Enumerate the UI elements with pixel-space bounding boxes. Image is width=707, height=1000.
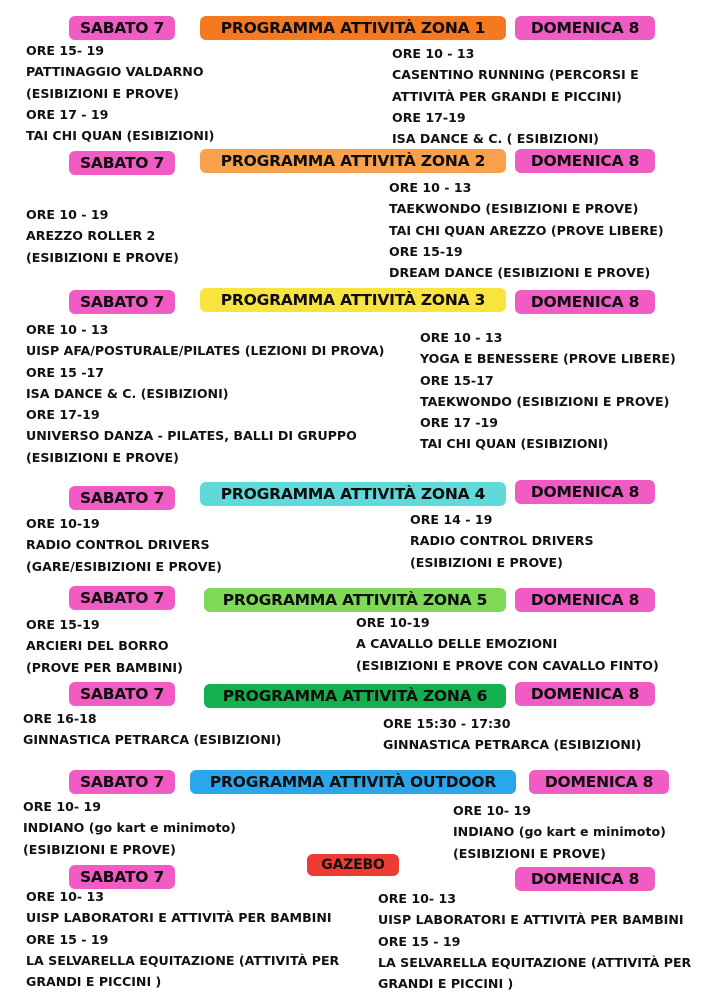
zone-4-sunday-schedule: ORE 14 - 19 RADIO CONTROL DRIVERS (ESIBIZIONI E PROVE) (410, 512, 594, 570)
saturday-badge: SABATO 7 (69, 486, 175, 510)
saturday-badge: SABATO 7 (69, 586, 175, 610)
gazebo-sunday-schedule: ORE 10- 13 UISP LABORATORI E ATTIVITÀ PER BAMBINI ORE 15 - 19 LA SELVARELLA EQUITAZIONE (ATTIVITÀ PER GRANDI E PICCINI ) (378, 891, 692, 992)
gazebo-saturday-schedule: ORE 10- 13 UISP LABORATORI E ATTIVITÀ PER BAMBINI ORE 15 - 19 LA SELVARELLA EQUITAZIONE (ATTIVITÀ PER GRANDI E PICCINI ) (26, 889, 340, 990)
zone-3-title: PROGRAMMA ATTIVITÀ ZONA 3 (200, 288, 506, 312)
zone-3-saturday-schedule: ORE 10 - 13 UISP AFA/POSTURALE/PILATES (LEZIONI DI PROVA) ORE 15 -17 ISA DANCE & C. (ESIBIZIONI) ORE 17-19 UNIVERSO DANZA - PILATES, BALLI DI GRUPPO (ESIBIZIONI E PROVE) (26, 322, 385, 465)
sunday-badge: DOMENICA 8 (529, 770, 669, 794)
outdoor-title: PROGRAMMA ATTIVITÀ OUTDOOR (190, 770, 516, 794)
saturday-badge: SABATO 7 (69, 682, 175, 706)
saturday-badge: SABATO 7 (69, 290, 175, 314)
sunday-badge: DOMENICA 8 (515, 290, 655, 314)
zone-2-saturday-schedule: ORE 10 - 19 AREZZO ROLLER 2 (ESIBIZIONI E PROVE) (26, 207, 179, 265)
zone-4-saturday-schedule: ORE 10-19 RADIO CONTROL DRIVERS (GARE/ESIBIZIONI E PROVE) (26, 516, 222, 574)
sunday-badge: DOMENICA 8 (515, 16, 655, 40)
zone-6-sunday-schedule: ORE 15:30 - 17:30 GINNASTICA PETRARCA (ESIBIZIONI) (383, 716, 642, 753)
zone-6-title: PROGRAMMA ATTIVITÀ ZONA 6 (204, 684, 506, 708)
sunday-badge: DOMENICA 8 (515, 480, 655, 504)
zone-1-saturday-schedule: ORE 15- 19 PATTINAGGIO VALDARNO (ESIBIZIONI E PROVE) ORE 17 - 19 TAI CHI QUAN (ESIBIZIONI) (26, 43, 215, 144)
zone-1-title: PROGRAMMA ATTIVITÀ ZONA 1 (200, 16, 506, 40)
zone-2-sunday-schedule: ORE 10 - 13 TAEKWONDO (ESIBIZIONI E PROVE) TAI CHI QUAN AREZZO (PROVE LIBERE) ORE 15-19 DREAM DANCE (ESIBIZIONI E PROVE) (389, 180, 664, 281)
zone-4-title: PROGRAMMA ATTIVITÀ ZONA 4 (200, 482, 506, 506)
zone-3-sunday-schedule: ORE 10 - 13 YOGA E BENESSERE (PROVE LIBERE) ORE 15-17 TAEKWONDO (ESIBIZIONI E PROVE) ORE 17 -19 TAI CHI QUAN (ESIBIZIONI) (420, 330, 676, 452)
sunday-badge: DOMENICA 8 (515, 149, 655, 173)
zone-5-title: PROGRAMMA ATTIVITÀ ZONA 5 (204, 588, 506, 612)
outdoor-sunday-schedule: ORE 10- 19 INDIANO (go kart e minimoto) (ESIBIZIONI E PROVE) (453, 803, 666, 861)
saturday-badge: SABATO 7 (69, 16, 175, 40)
sunday-badge: DOMENICA 8 (515, 588, 655, 612)
outdoor-saturday-schedule: ORE 10- 19 INDIANO (go kart e minimoto) (ESIBIZIONI E PROVE) (23, 799, 236, 857)
zone-1-sunday-schedule: ORE 10 - 13 CASENTINO RUNNING (PERCORSI E ATTIVITÀ PER GRANDI E PICCINI) ORE 17-19 ISA DANCE & C. ( ESIBIZIONI) (392, 46, 639, 147)
zone-5-sunday-schedule: ORE 10-19 A CAVALLO DELLE EMOZIONI (ESIBIZIONI E PROVE CON CAVALLO FINTO) (356, 615, 659, 673)
zone-5-saturday-schedule: ORE 15-19 ARCIERI DEL BORRO (PROVE PER BAMBINI) (26, 617, 183, 675)
zone-6-saturday-schedule: ORE 16-18 GINNASTICA PETRARCA (ESIBIZIONI) (23, 711, 282, 748)
saturday-badge: SABATO 7 (69, 151, 175, 175)
sunday-badge: DOMENICA 8 (515, 682, 655, 706)
saturday-badge: SABATO 7 (69, 770, 175, 794)
gazebo-title: GAZEBO (307, 854, 399, 876)
sunday-badge: DOMENICA 8 (515, 867, 655, 891)
saturday-badge: SABATO 7 (69, 865, 175, 889)
zone-2-title: PROGRAMMA ATTIVITÀ ZONA 2 (200, 149, 506, 173)
